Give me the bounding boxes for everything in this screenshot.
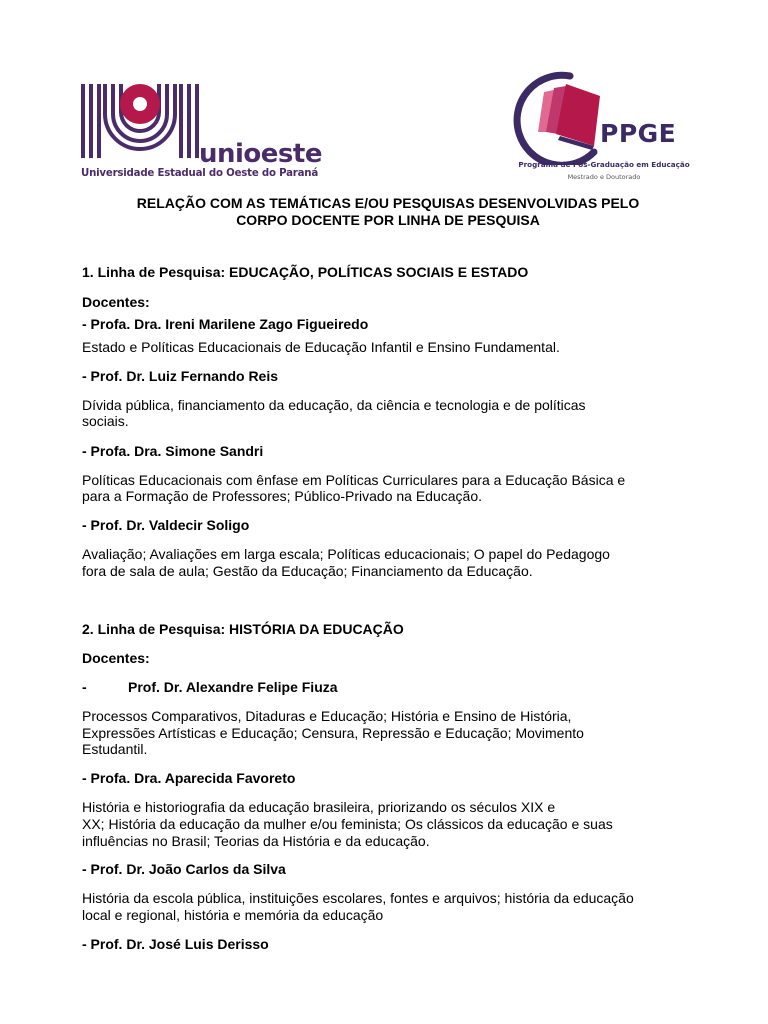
professor-name: - Profa. Dra. Ireni Marilene Zago Figueiredo: [82, 316, 369, 332]
professor-name: - Profa. Dra. Aparecida Favoreto: [82, 770, 296, 786]
professor-topics-line: influências no Brasil; Teorias da História e da educação.: [82, 833, 430, 849]
professor-name-row: [82, 679, 694, 696]
professor-name: - Prof. Dr. Valdecir Soligo: [82, 517, 250, 533]
professor-name: Prof. Dr. Alexandre Felipe Fiuza: [128, 679, 338, 695]
professor-topics-line: Políticas Educacionais com ênfase em Políticas Curriculares para a Educação Básica e: [82, 472, 626, 488]
professor-topics-line: sociais.: [82, 413, 129, 429]
professor-topics-line: local e regional, história e memória da educação: [82, 907, 384, 923]
professor-topics: Estado e Políticas Educacionais de Educação Infantil e Ensino Fundamental.: [82, 339, 560, 355]
ppge-book-emblem-icon: [508, 70, 608, 165]
professor-name: - Prof. Dr. José Luis Derisso: [82, 936, 269, 952]
section-1-docentes-label: Docentes:: [82, 294, 150, 310]
list-dash: -: [82, 679, 87, 695]
section-2-docentes-label: Docentes:: [82, 650, 150, 666]
professor-name: - Prof. Dr. João Carlos da Silva: [82, 861, 286, 877]
ppge-logo: [508, 70, 708, 185]
unioeste-emblem-icon: [81, 84, 199, 168]
ppge-wordmark: PPGE: [600, 119, 677, 148]
professor-topics-line: Processos Comparativos, Ditaduras e Educação; História e Ensino de História,: [82, 708, 572, 724]
university-full-name: Universidade Estadual do Oeste do Paraná: [81, 168, 319, 179]
document-title: [82, 195, 694, 229]
program-full-name: Programa de Pós-Graduação em Educação: [518, 160, 690, 169]
professor-name: - Prof. Dr. Luiz Fernando Reis: [82, 368, 279, 384]
professor-topics-line: Expressões Artísticas e Educação; Censura, Repressão e Educação; Movimento: [82, 725, 584, 741]
professor-topics-line: XX; História da educação da mulher e/ou feminista; Os clássicos da educação e suas: [82, 816, 613, 832]
professor-topics-line: para a Formação de Professores; Público-Privado na Educação.: [82, 488, 482, 504]
professor-topics-line: Dívida pública, financiamento da educação, da ciência e tecnologia e de políticas: [82, 397, 586, 413]
program-levels: Mestrado e Doutorado: [567, 173, 641, 181]
unioeste-logo: [81, 84, 321, 184]
professor-topics-line: fora de sala de aula; Gestão da Educação; Financiamento da Educação.: [82, 563, 533, 579]
unioeste-wordmark: unioeste: [199, 139, 322, 169]
professor-topics-line: Estudantil.: [82, 741, 148, 757]
title-line-2: CORPO DOCENTE POR LINHA DE PESQUISA: [236, 212, 540, 228]
professor-name: - Profa. Dra. Simone Sandri: [82, 443, 264, 459]
professor-topics-line: História e historiografia da educação brasileira, priorizando os séculos XIX e: [82, 799, 556, 815]
section-2-heading: 2. Linha de Pesquisa: HISTÓRIA DA EDUCAÇÃO: [82, 621, 404, 637]
title-line-1: RELAÇÃO COM AS TEMÁTICAS E/OU PESQUISAS DESENVOLVIDAS PELO: [136, 195, 640, 211]
professor-topics-line: Avaliação; Avaliações em larga escala; Políticas educacionais; O papel do Pedagogo: [82, 546, 610, 562]
section-1-heading: 1. Linha de Pesquisa: EDUCAÇÃO, POLÍTICAS SOCIAIS E ESTADO: [82, 264, 529, 280]
professor-topics-line: História da escola pública, instituições escolares, fontes e arquivos; história da educação: [82, 890, 634, 906]
